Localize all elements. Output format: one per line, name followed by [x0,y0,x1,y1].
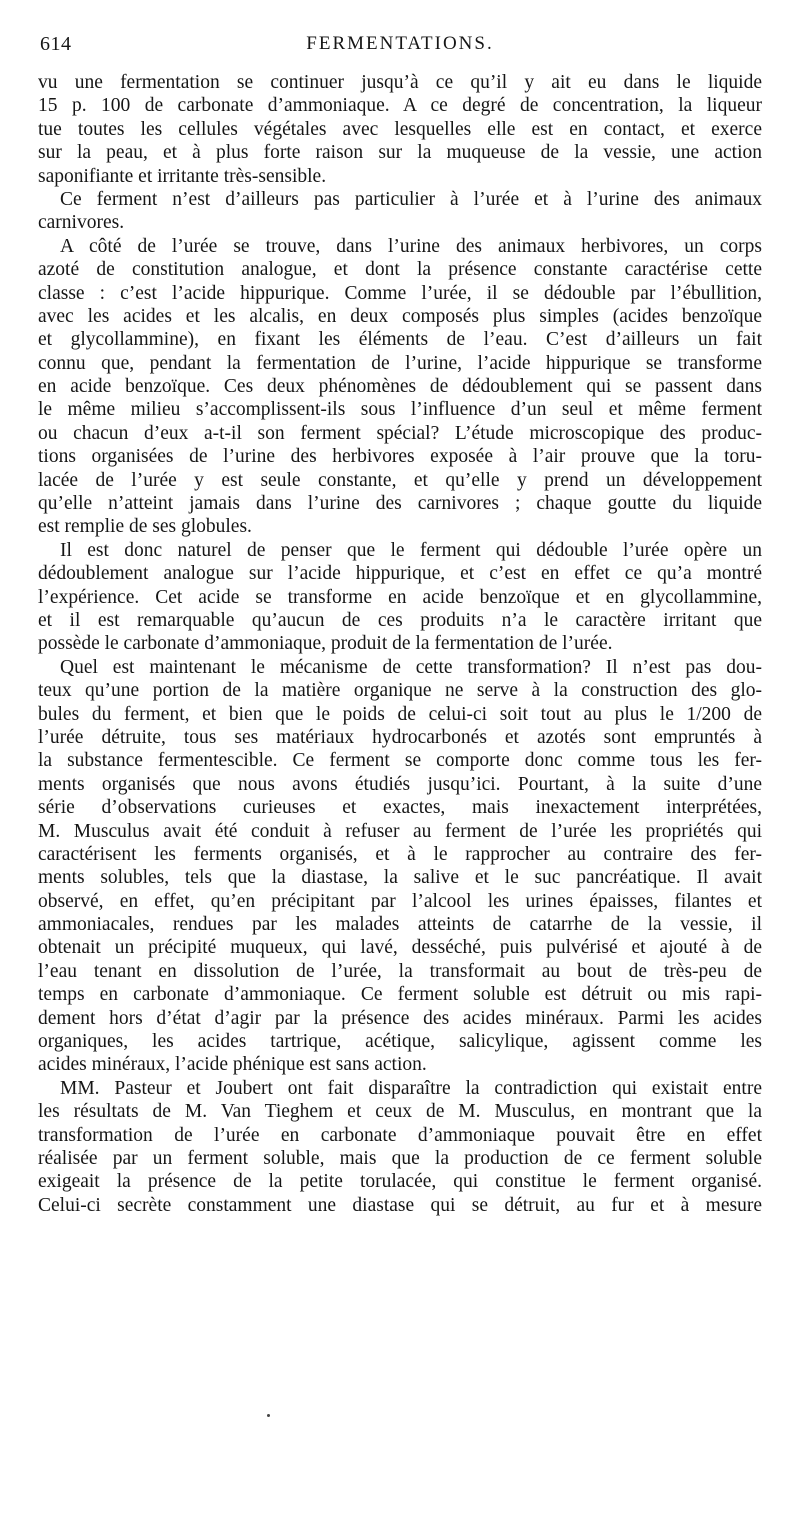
text-line: obtenait un précipité muqueux, qui lavé, desséché, puis pulvérisé et ajouté à de [38,937,762,959]
text-line: ou chacun d’eux a-t-il son ferment spécial? L’étude microscopique des produc- [38,422,762,444]
text-line: sur la peau, et à plus forte raison sur la muqueuse de la vessie, une action [38,142,762,164]
paragraph-6 [38,1077,762,1217]
text-line: tions organisées de l’urine des herbivores exposée à l’air prouve que la toru- [38,446,762,468]
text-line: caractérisent les ferments organisés, et à le rapprocher au contraire des fer- [38,843,762,865]
text-line: M. Musculus avait été conduit à refuser au ferment de l’urée les propriétés qui [38,820,762,842]
text-line: carnivores. [38,212,125,234]
text-line: connu que, pendant la fermentation de l’urine, l’acide hippurique se transforme [38,352,762,374]
text-line: est remplie de ses globules. [38,516,252,538]
text-line: MM. Pasteur et Joubert ont fait disparaître la contradiction qui existait entre [60,1077,762,1099]
body-text [38,71,762,1217]
paragraph-3 [38,235,762,539]
text-line: azoté de constitution analogue, et dont la présence constante caractérise cette [38,259,762,281]
running-head: FERMENTATIONS. [306,33,494,54]
text-line: temps en carbonate d’ammoniaque. Ce ferment soluble est détruit ou mis rapi- [38,984,762,1006]
page-number: 614 [40,33,72,55]
text-line: la substance fermentescible. Ce ferment se comporte donc comme tous les fer- [38,750,762,772]
text-line: Ce ferment n’est d’ailleurs pas particulier à l’urée et à l’urine des animaux [60,188,762,210]
text-line: dédoublement analogue sur l’acide hippurique, et c’est en effet ce qu’a montré [38,563,762,585]
paragraph-4 [38,539,762,656]
text-line: classe : c’est l’acide hippurique. Comme l’urée, il se dédouble par l’ébullition, [38,282,762,304]
text-line: teux qu’une portion de la matière organique ne serve à la construction des glo- [38,680,762,702]
text-line: et glycollammine), en fixant les éléments de l’eau. C’est d’ailleurs un fait [38,329,762,351]
text-line: réalisée par un ferment soluble, mais que la production de ce ferment soluble [38,1147,762,1169]
text-line: dement hors d’état d’agir par la présence des acides minéraux. Parmi les acides [38,1007,762,1029]
text-line: l’eau tenant en dissolution de l’urée, la transformait au bout de très-peu de [38,960,762,982]
text-line: bules du ferment, et bien que le poids de celui-ci soit tout au plus le 1/200 de [38,703,762,725]
text-line: le même milieu s’accomplissent-ils sous l’influence d’un seul et même ferment [38,399,762,421]
text-line: en acide benzoïque. Ces deux phénomènes de dédoublement qui se passent dans [38,376,762,398]
paragraph-5 [38,656,762,1077]
text-line: saponifiante et irritante très-sensible. [38,165,327,187]
text-line: exigeait la présence de la petite torulacée, qui constitue le ferment organisé. [38,1171,762,1193]
text-line: ammoniacales, rendues par les malades atteints de catarrhe de la vessie, il [38,914,762,936]
text-line: les résultats de M. Van Tieghem et ceux de M. Musculus, en montrant que la [38,1101,762,1123]
ink-speck [267,1414,270,1417]
text-line: qu’elle n’atteint jamais dans l’urine des carnivores ; chaque goutte du liquide [38,493,762,515]
text-line: ments solubles, tels que la diastase, la salive et le suc pancréatique. Il avait [38,867,762,889]
text-line: lacée de l’urée y est seule constante, et qu’elle y prend un développement [38,469,762,491]
text-line: organiques, les acides tartrique, acétique, salicylique, agissent comme les [38,1031,762,1053]
text-line: Celui-ci secrète constamment une diastase qui se détruit, au fur et à mesure [38,1194,762,1216]
text-line: A côté de l’urée se trouve, dans l’urine des animaux herbivores, un corps [60,235,762,257]
paragraph-1 [38,71,762,188]
text-line: série d’observations curieuses et exactes, mais inexactement interprétées, [38,797,762,819]
text-line: vu une fermentation se continuer jusqu’à ce qu’il y ait eu dans le liquide [38,72,762,93]
text-line: et il est remarquable qu’aucun de ces produits n’a le caractère irritant que [38,609,762,631]
text-line: Quel est maintenant le mécanisme de cette transformation? Il n’est pas dou- [60,656,762,678]
text-line: transformation de l’urée en carbonate d’ammoniaque pouvait être en effet [38,1124,762,1146]
text-line: ments organisés que nous avons étudiés jusqu’ici. Pourtant, à la suite d’une [38,773,762,795]
text-line: avec les acides et les alcalis, en deux composés plus simples (acides benzoïque [38,305,762,327]
text-line: l’expérience. Cet acide se transforme en acide benzoïque et en glycollammine, [38,586,762,608]
text-line: Il est donc naturel de penser que le ferment qui dédouble l’urée opère un [60,539,762,561]
text-line: possède le carbonate d’ammoniaque, produit de la fermentation de l’urée. [38,633,613,655]
text-line: acides minéraux, l’acide phénique est sans action. [38,1054,427,1076]
text-line: tue toutes les cellules végétales avec lesquelles elle est en contact, et exerce [38,118,762,140]
text-line: l’urée détruite, tous ses matériaux hydrocarbonés et azotés sont empruntés à [38,726,762,748]
text-line: observé, en effet, qu’en précipitant par l’alcool les urines épaisses, filantes et [38,890,762,912]
text-line: 15 p. 100 de carbonate d’ammoniaque. A ce degré de concentration, la liqueur [38,95,762,117]
paragraph-2 [38,188,762,235]
